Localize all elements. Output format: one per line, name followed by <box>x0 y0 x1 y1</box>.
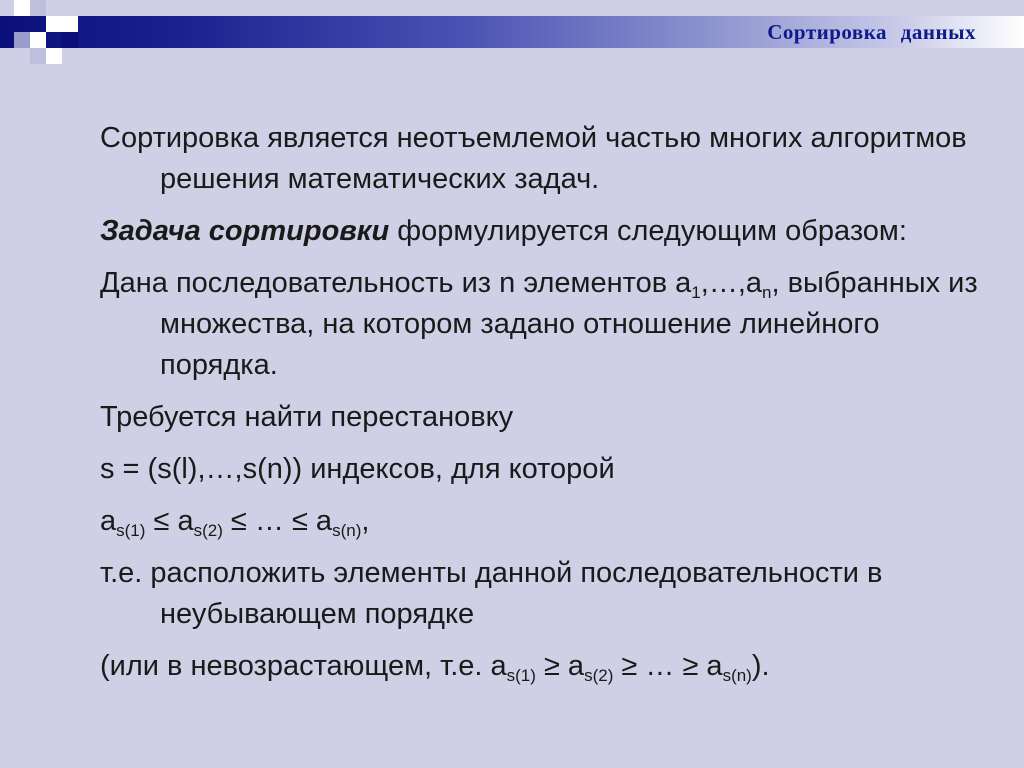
deco-square <box>62 32 78 48</box>
formula-descending <box>100 646 1000 687</box>
formula-text: ≥ … ≥ a <box>613 650 723 682</box>
formula-text: ≤ … ≤ a <box>222 505 333 537</box>
paragraph-text: s = (s(l),…,s(n)) индексов, для которой <box>100 453 615 485</box>
paragraph-required <box>100 397 1000 438</box>
subscript: n <box>762 283 772 302</box>
subscript: 1 <box>691 283 701 302</box>
deco-square <box>30 0 46 16</box>
paragraph-text: Дана последовательность из n элементов a <box>100 267 692 299</box>
subscript: s(2) <box>193 521 223 540</box>
subscript: s(1) <box>116 521 146 540</box>
formula-ascending <box>100 501 1000 542</box>
subscript: s(n) <box>722 666 752 685</box>
paragraph-text: т.е. расположить элементы данной последовательности в неубывающем порядке <box>100 557 883 630</box>
subscript: s(2) <box>584 666 614 685</box>
deco-square <box>14 32 30 48</box>
emphasis-text: Задача сортировки <box>100 215 390 247</box>
deco-square <box>14 0 30 16</box>
formula-text: a <box>100 505 117 537</box>
deco-square <box>46 48 62 64</box>
formula-text: (или в невозрастающем, т.е. a <box>100 650 507 682</box>
deco-square <box>62 16 78 32</box>
paragraph-given <box>100 263 1000 386</box>
slide-body <box>100 118 1000 698</box>
paragraph-intro <box>100 118 1000 200</box>
deco-square <box>30 32 46 48</box>
slide-title: Сортировка данных <box>767 20 976 44</box>
paragraph-task <box>100 211 1000 252</box>
paragraph-text: , выбранных из множества, на котором задано отношение линейного порядка. <box>160 267 978 381</box>
paragraph-text: Сортировка является неотъемлемой частью многих алгоритмов решения математических задач. <box>100 122 967 195</box>
subscript: s(1) <box>506 666 536 685</box>
paragraph-explanation <box>100 553 1000 635</box>
formula-text: ). <box>751 650 770 682</box>
deco-square <box>46 16 62 32</box>
paragraph-text: ,…,a <box>700 267 763 299</box>
subscript: s(n) <box>332 521 362 540</box>
formula-text: ≤ a <box>145 505 194 537</box>
paragraph-permutation <box>100 449 1000 490</box>
formula-text: ≥ a <box>535 650 585 682</box>
paragraph-text: формулируется следующим образом: <box>389 215 907 247</box>
paragraph-text: Требуется найти перестановку <box>100 401 514 433</box>
deco-square <box>30 48 46 64</box>
formula-text: , <box>361 505 370 537</box>
